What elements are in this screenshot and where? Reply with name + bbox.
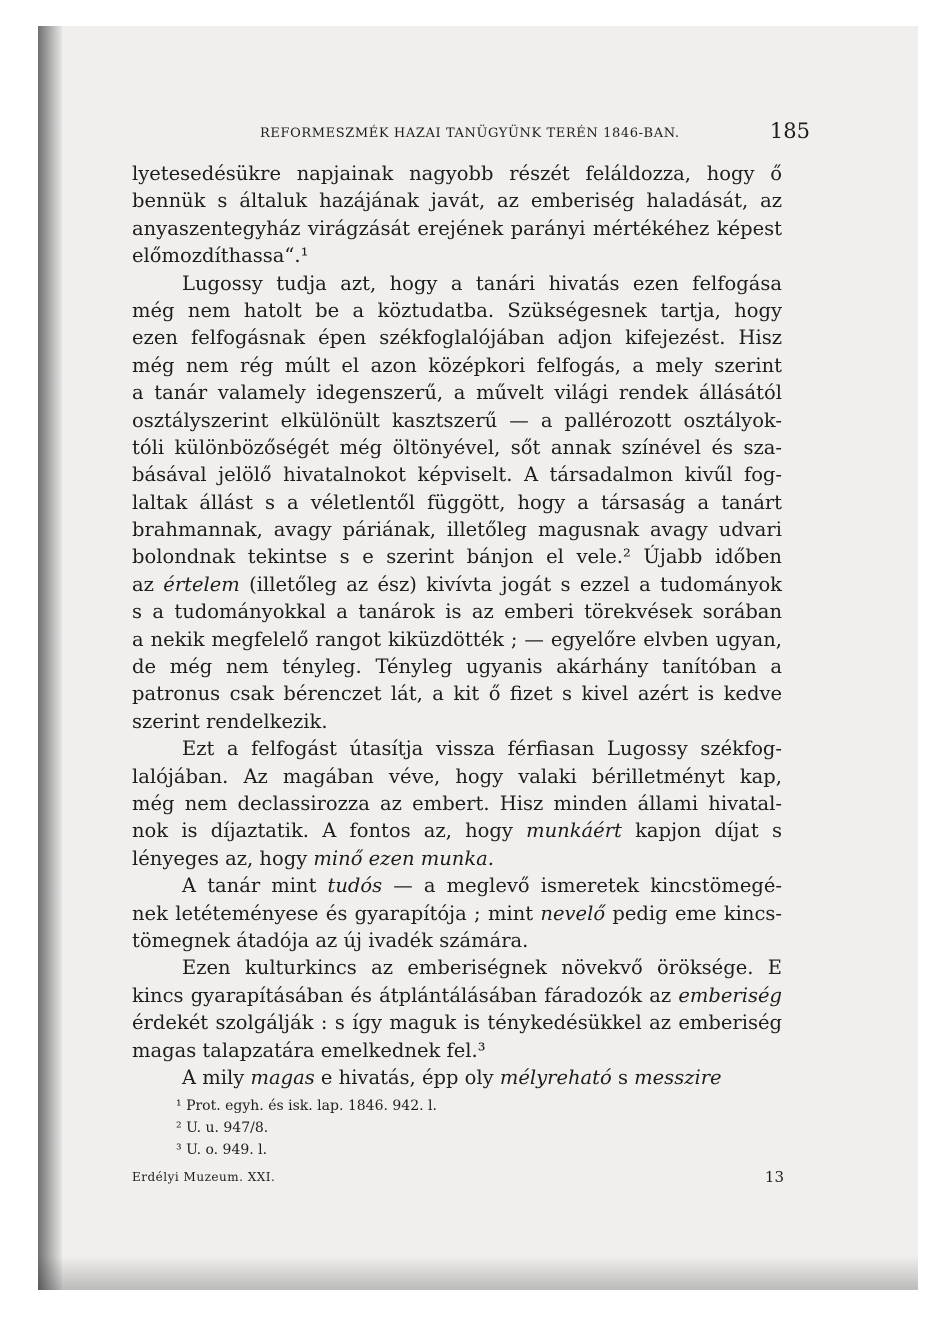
text-line xyxy=(132,407,782,434)
text-run: kapjon díjat s xyxy=(621,819,782,843)
text-line xyxy=(132,763,782,790)
text-run: lényeges az, hogy xyxy=(132,846,314,870)
text-run: előmozdíthassa“.¹ xyxy=(132,244,309,268)
text-line xyxy=(132,461,782,488)
italic-run: értelem xyxy=(163,572,240,596)
footnotes xyxy=(176,1095,576,1161)
text-run: lyetesedésükre napjainak nagyobb részét feláldozza, hogy ő xyxy=(132,162,782,185)
footnote: ¹ Prot. egyh. és isk. lap. 1846. 942. l. xyxy=(176,1098,437,1114)
text-line xyxy=(132,708,782,735)
text-line xyxy=(132,516,782,543)
text-run: még nem rég múlt el azon középkori felfogás, a mely szerint xyxy=(132,353,782,377)
italic-run: tudós xyxy=(327,874,383,898)
text-line xyxy=(132,680,782,707)
text-line xyxy=(132,434,782,461)
text-run: A tanár mint xyxy=(182,874,328,898)
running-header: REFORMESZMÉK HAZAI TANÜGYÜNK TERÉN 1846-BAN. xyxy=(260,126,680,141)
page-number: 185 xyxy=(769,119,810,143)
text-run: s xyxy=(611,1065,635,1089)
text-run: osztályszerint elkülönült kasztszerű — a pallérozott osztályok- xyxy=(132,408,782,432)
text-run: patronus csak bérenczet lát, a kit ő fizet s kivel azért is kedve xyxy=(132,682,782,706)
text-line xyxy=(132,379,782,406)
text-run: pedig eme kincs- xyxy=(605,901,782,925)
text-line xyxy=(132,1009,782,1036)
text-run: — a meglevő ismeretek kincstömegé- xyxy=(382,874,782,898)
text-line xyxy=(132,626,782,653)
text-line xyxy=(132,598,782,625)
text-line xyxy=(132,270,782,297)
text-run: a nekik megfelelő rangot kiküzdötték ; — egyelőre elvben ugyan, xyxy=(132,627,782,651)
text-line xyxy=(132,242,782,269)
binding-shadow xyxy=(38,26,62,1290)
text-line xyxy=(132,845,782,872)
italic-run: emberiség xyxy=(678,983,782,1007)
text-line xyxy=(132,872,782,899)
text-line xyxy=(132,954,782,981)
text-run: kincs gyarapításában és átplántálásában fáradozók az xyxy=(132,983,679,1007)
text-run: laltak állást s a véletlentől függött, hogy a társaság a tanárt xyxy=(132,490,782,514)
text-line xyxy=(132,1037,782,1064)
text-run: de még nem tényleg. Tényleg ugyanis akárhány tanítóban a xyxy=(132,655,782,679)
text-line xyxy=(132,489,782,516)
text-line xyxy=(132,653,782,680)
bottom-edge-shadow xyxy=(38,1256,918,1290)
text-line xyxy=(132,324,782,351)
text-run: nek letéteményese és gyarapítója ; mint xyxy=(132,901,541,925)
text-run: anyaszentegyház virágzását erejének parányi mértékéhez képest xyxy=(132,216,782,240)
text-line xyxy=(132,1064,782,1091)
italic-run: minő ezen munka. xyxy=(313,846,495,870)
text-line xyxy=(132,735,782,762)
text-run: bennük s általuk hazájának javát, az emberiség haladását, az xyxy=(132,189,782,213)
text-line xyxy=(132,297,782,324)
text-run: (illetőleg az ész) kivívta jogát s ezzel a tudományok xyxy=(239,572,782,596)
text-run: nok is díjaztatik. A fontos az, hogy xyxy=(132,819,527,843)
body-text xyxy=(132,160,782,1091)
text-run: tóli különbözőségét még öltönyével, sőt annak színével és sza- xyxy=(132,435,782,459)
text-run: A mily xyxy=(182,1065,251,1089)
footnote: ³ U. o. 949. l. xyxy=(176,1142,268,1158)
text-run: e hivatás, épp oly xyxy=(314,1065,500,1089)
text-run: még nem declassirozza az embert. Hisz minden állami hivatal- xyxy=(132,791,782,815)
italic-run: mélyreható xyxy=(499,1065,612,1089)
text-run: tömegnek átadója az új ivadék számára. xyxy=(132,928,529,952)
italic-run: munkáért xyxy=(526,819,622,843)
text-line xyxy=(132,187,782,214)
text-run: Ezt a felfogást útasítja vissza férfiasan Lugossy székfog- xyxy=(182,737,782,761)
text-run: szerint rendelkezik. xyxy=(132,709,328,733)
text-run: Lugossy tudja azt, hogy a tanári hivatás ezen felfogása xyxy=(182,271,782,295)
text-run: básával jelölő hivatalnokot képviselt. A társadalmon kivűl fog- xyxy=(132,463,782,487)
footer-journal: Erdélyi Muzeum. XXI. xyxy=(132,1170,276,1184)
footnote: ² U. u. 947/8. xyxy=(176,1120,269,1136)
text-line xyxy=(132,817,782,844)
text-run: ezen felfogásnak épen székfoglalójában adjon kifejezést. Hisz xyxy=(132,326,782,350)
text-line xyxy=(132,900,782,927)
italic-run: nevelő xyxy=(540,901,606,925)
text-run: lalójában. Az magában véve, hogy valaki bérilletményt kap, xyxy=(132,764,782,788)
text-line xyxy=(132,543,782,570)
italic-run: magas xyxy=(250,1065,315,1089)
text-run: s a tudományokkal a tanárok is az emberi törekvések sorában xyxy=(132,600,782,624)
text-run: érdekét szolgálják : s így maguk is ténykedésükkel az emberiség xyxy=(132,1011,782,1035)
text-line xyxy=(132,790,782,817)
text-run: Ezen kulturkincs az emberiségnek növekvő öröksége. E xyxy=(182,956,782,980)
text-line xyxy=(132,927,782,954)
text-run: még nem hatolt be a köztudatba. Szükségesnek tartja, hogy xyxy=(132,298,782,322)
text-line xyxy=(132,571,782,598)
text-line xyxy=(132,982,782,1009)
footer-signature: 13 xyxy=(764,1168,784,1186)
text-line xyxy=(132,160,782,187)
text-run: a tanár valamely idegenszerű, a művelt világi rendek állásától xyxy=(132,381,782,405)
text-line xyxy=(132,352,782,379)
text-run: az xyxy=(132,572,164,596)
italic-run: messzire xyxy=(634,1065,722,1089)
text-line xyxy=(132,215,782,242)
text-run: brahmannak, avagy páriának, illetőleg magusnak avagy udvari xyxy=(132,518,782,542)
text-run: magas talapzatára emelkednek fel.³ xyxy=(132,1038,486,1062)
text-run: bolondnak tekintse s e szerint bánjon el vele.² Újabb időben xyxy=(132,545,782,569)
